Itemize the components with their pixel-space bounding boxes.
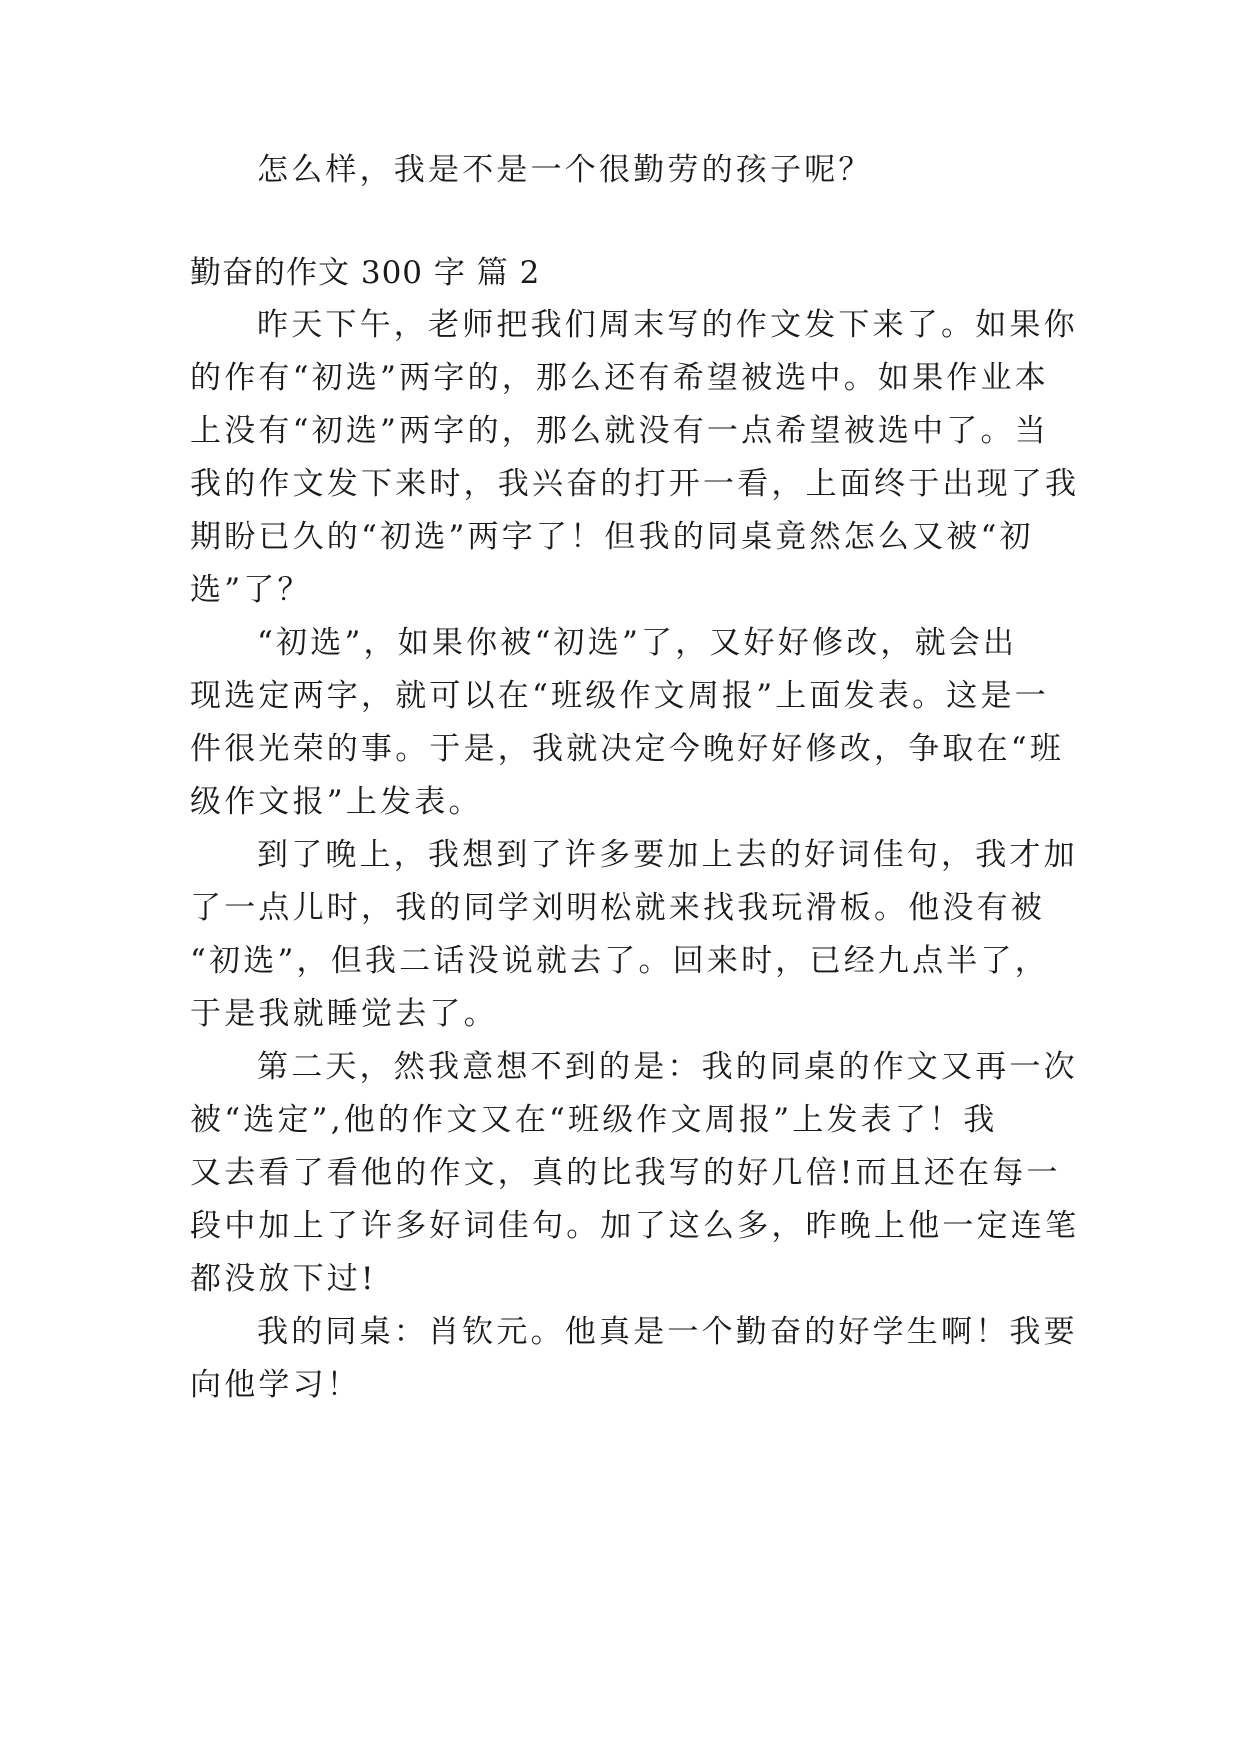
paragraph-line: 昨天下午，老师把我们周末写的作文发下来了。如果你 xyxy=(257,307,1078,343)
paragraph-line: 第二天，然我意想不到的是：我的同桌的作文又再一次 xyxy=(257,1049,1078,1085)
paragraph-line: 到了晚上，我想到了许多要加上去的好词佳句，我才加 xyxy=(257,837,1078,873)
paragraph-line: 现选定两字，就可以在“班级作文周报”上面发表。这是一 xyxy=(190,678,1049,714)
paragraph-line: “初选”，但我二话没说就去了。回来时，已经九点半了， xyxy=(190,943,1049,979)
paragraph-line: 期盼已久的“初选”两字了！但我的同桌竟然怎么又被“初 xyxy=(190,519,1034,555)
paragraph-line: 我的同桌：肖钦元。他真是一个勤奋的好学生啊！我要 xyxy=(257,1314,1078,1350)
paragraph-line: 又去看了看他的作文，真的比我写的好几倍!而且还在每一 xyxy=(190,1155,1061,1191)
paragraph-line: “初选”，如果你被“初选”了，又好好修改，就会出 xyxy=(257,625,1018,661)
paragraph-line: 的作有“初选”两字的，那么还有希望被选中。如果作业本 xyxy=(190,360,1049,396)
paragraph-line: 都没放下过! xyxy=(190,1261,377,1297)
paragraph-line: 件很光荣的事。于是，我就决定今晚好好修改，争取在“班 xyxy=(190,731,1065,767)
paragraph-line: 我的作文发下来时，我兴奋的打开一看，上面终于出现了我 xyxy=(190,466,1080,502)
paragraph-line: 级作文报”上发表。 xyxy=(190,784,483,820)
paragraph-line: 被“选定”,他的作文又在“班级作文周报”上发表了！我 xyxy=(190,1102,998,1138)
paragraph-line: 选”了？ xyxy=(190,572,312,608)
paragraph-line: 向他学习！ xyxy=(190,1367,361,1403)
paragraph-line: 上没有“初选”两字的，那么就没有一点希望被选中了。当 xyxy=(190,413,1049,449)
paragraph-line: 段中加上了许多好词佳句。加了这么多，昨晚上他一定连笔 xyxy=(190,1208,1080,1244)
intro-line: 怎么样，我是不是一个很勤劳的孩子呢？ xyxy=(257,152,873,188)
paragraph-line: 了一点儿时，我的同学刘明松就来找我玩滑板。他没有被 xyxy=(190,890,1045,926)
section-title: 勤奋的作文 300 字 篇 2 xyxy=(190,255,541,291)
paragraph-line: 于是我就睡觉去了。 xyxy=(190,996,498,1032)
